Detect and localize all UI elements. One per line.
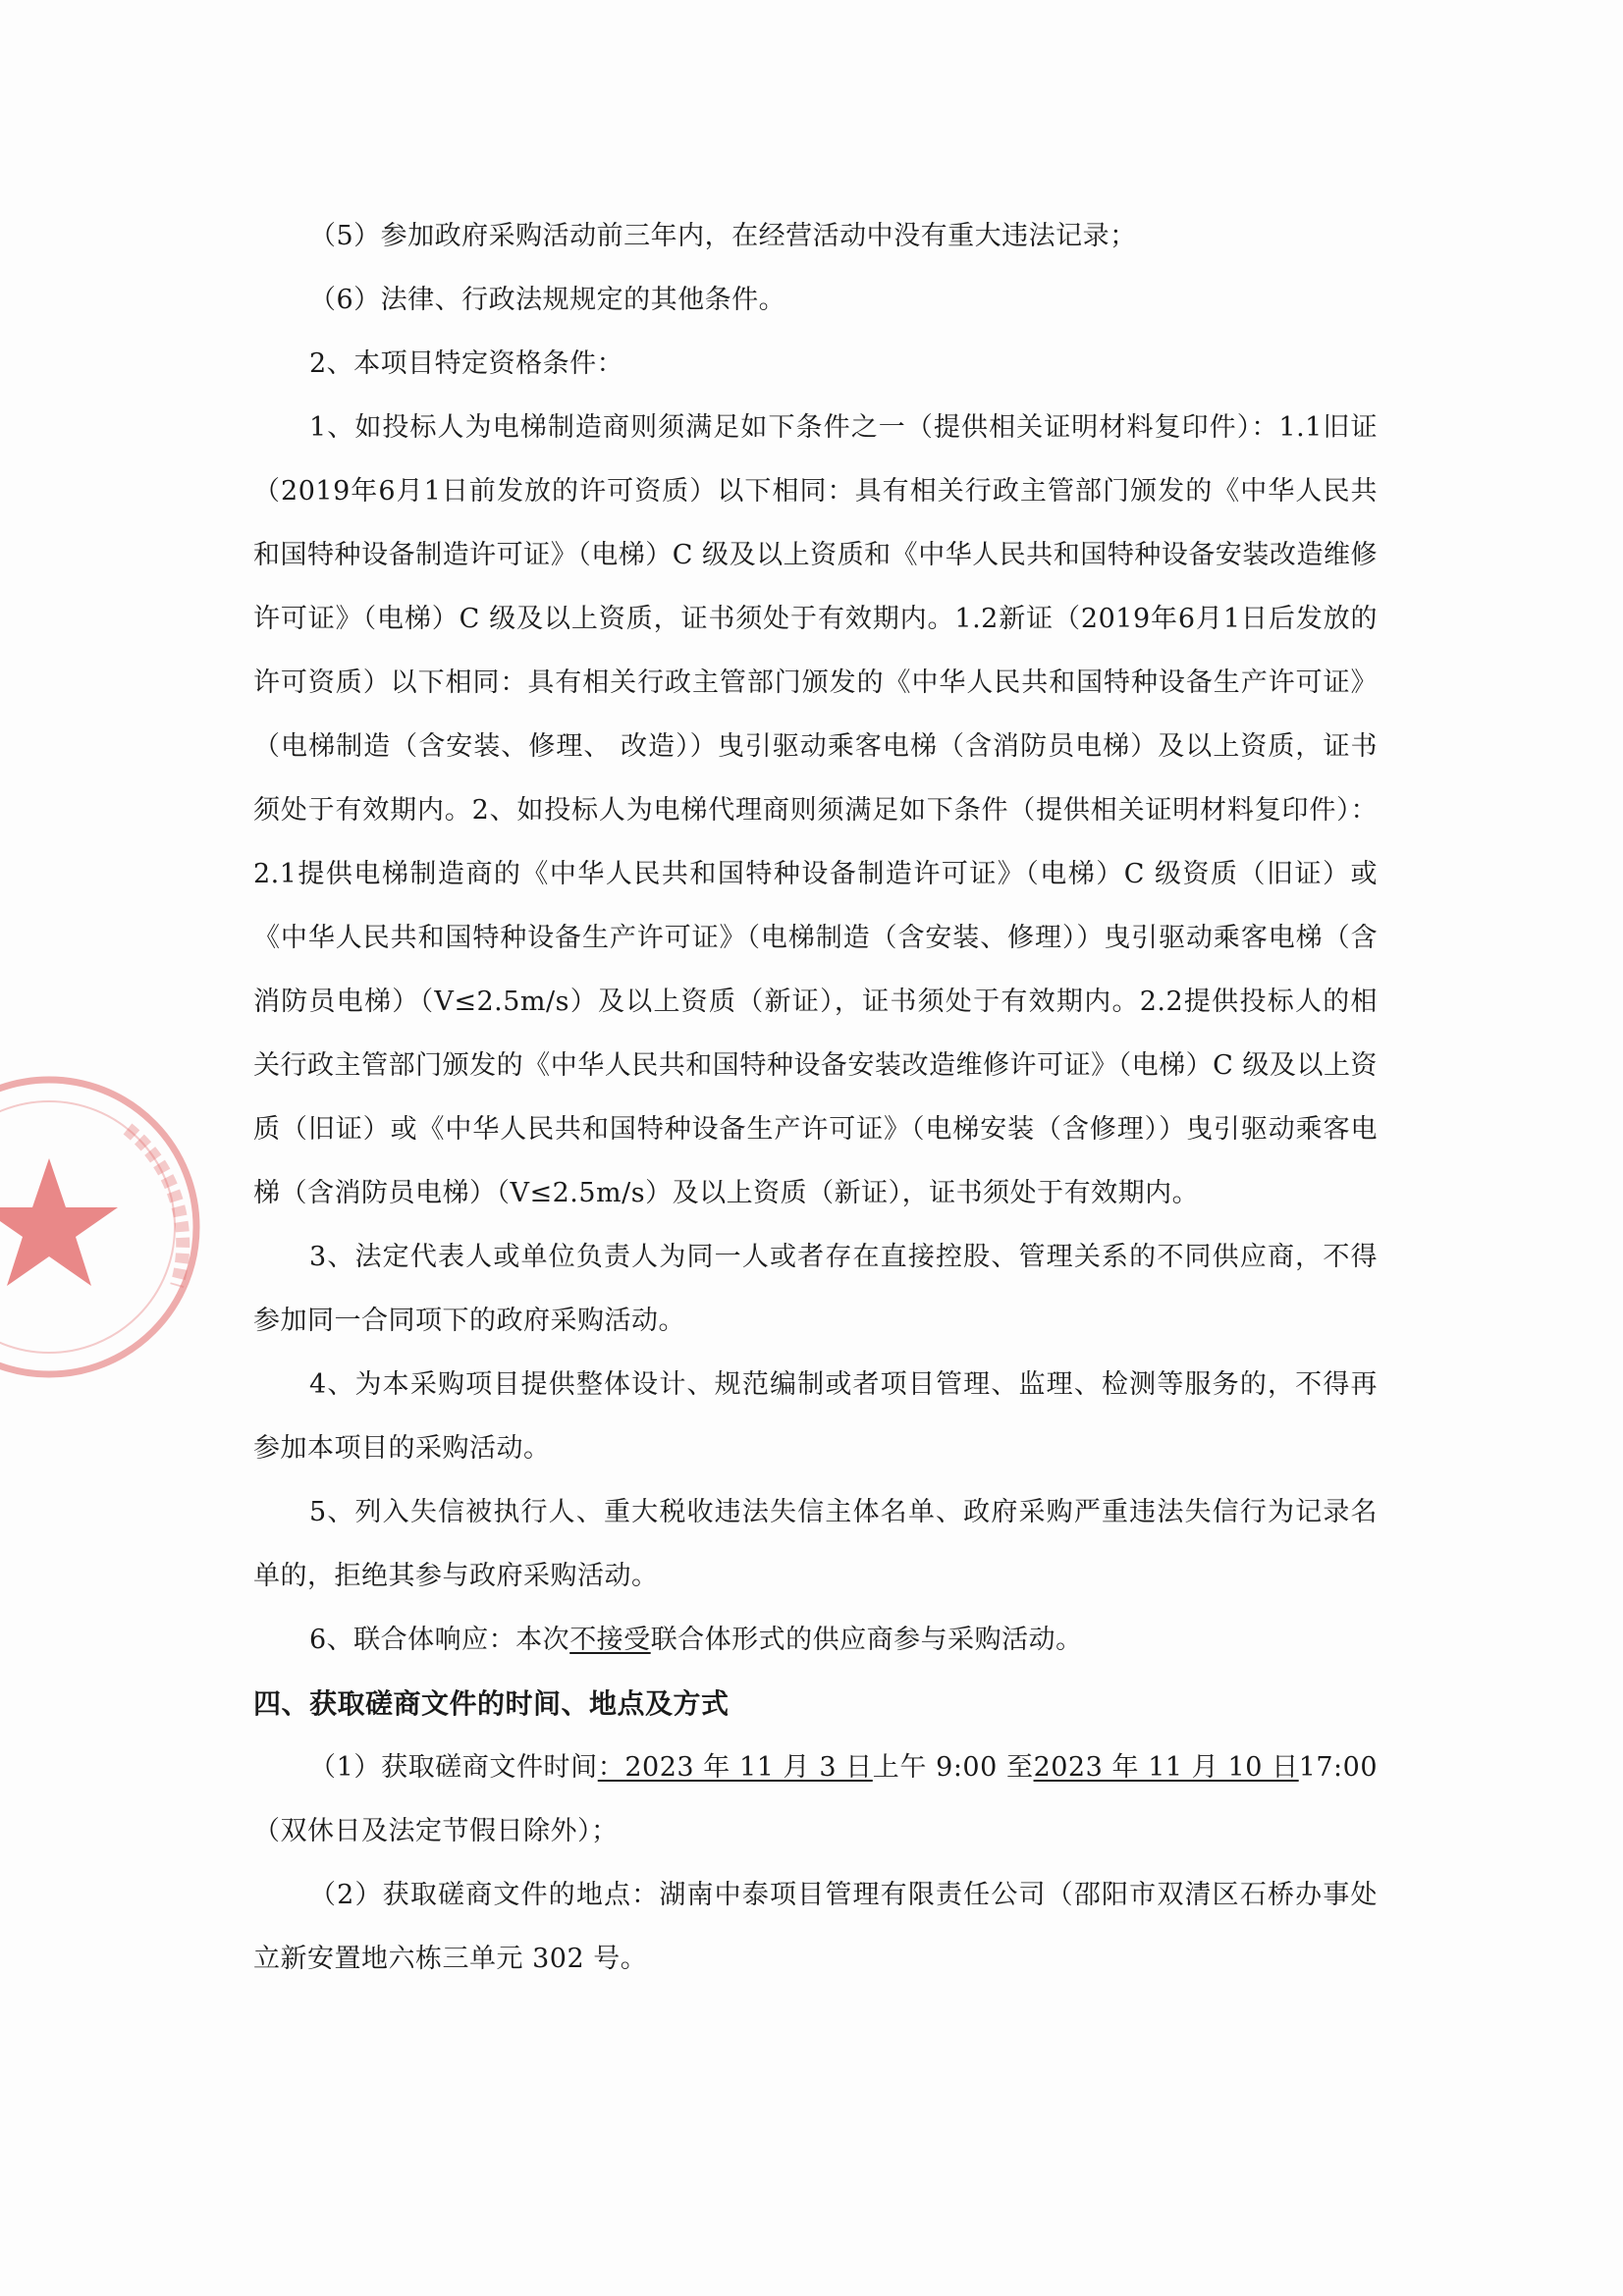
paragraph-consortium bbox=[253, 1608, 1378, 1672]
paragraph-condition-3: 3、法定代表人或单位负责人为同一人或者存在直接控股、管理关系的不同供应商，不得参加同一合同项下的政府采购活动。 bbox=[253, 1242, 1378, 1336]
obtain-time-start-date: ：2023 年 11 月 3 日 bbox=[597, 1752, 873, 1783]
obtain-time-label: （1）获取磋商文件时间 bbox=[309, 1752, 598, 1783]
obtain-time-end-hour: 17:00（双休日及法定节假日除外）； bbox=[253, 1752, 1378, 1846]
paragraph-obtain-time bbox=[253, 1735, 1378, 1863]
paragraph-condition-5: （5）参加政府采购活动前三年内，在经营活动中没有重大违法记录； bbox=[309, 221, 1137, 251]
paragraph-condition-6: （6）法律、行政法规规定的其他条件。 bbox=[309, 285, 786, 315]
paragraph-special-qualification-title: 2、本项目特定资格条件： bbox=[309, 348, 624, 379]
consortium-text-after: 联合体形式的供应商参与采购活动。 bbox=[650, 1625, 1083, 1655]
section-heading-obtain-documents: 四、获取磋商文件的时间、地点及方式 bbox=[253, 1687, 730, 1720]
paragraph-obtain-location: （2）获取磋商文件的地点：湖南中泰项目管理有限责任公司（邵阳市双清区石桥办事处立新安置地六栋三单元 302 号。 bbox=[253, 1880, 1378, 1974]
document-body bbox=[253, 204, 1378, 1991]
seal-star-icon bbox=[0, 1158, 118, 1286]
paragraph-condition-5-blacklist: 5、列入失信被执行人、重大税收违法失信主体名单、政府采购严重违法失信行为记录名单的，拒绝其参与政府采购活动。 bbox=[253, 1497, 1378, 1591]
paragraph-elevator-qualification: 1、如投标人为电梯制造商则须满足如下条件之一（提供相关证明材料复印件）：1.1旧证（2019年6月1日前发放的许可资质）以下相同：具有相关行政主管部门颁发的《中华人民共和国特种设备制造许可证》（电梯）C 级及以上资质和《中华人民共和国特种设备安装改造维修许可证》（电梯）C 级及以上资质，证书须处于有效期内。1.2新证（2019年6月1日后发放的许可资质）以下相同：具有相关行政主管部门颁发的《中华人民共和国特种设备生产许可证》（电梯制造（含安装、修理、 改造））曳引驱动乘客电梯（含消防员电梯）及以上资质，证书须处于有效期内。2、如投标人为电梯代理商则须满足如下条件（提供相关证明材料复印件）：2.1提供电梯制造商的《中华人民共和国特种设备制造许可证》（电梯）C 级资质（旧证）或《中华人民共和国特种设备生产许可证》（电梯制造（含安装、修理））曳引驱动乘客电梯（含消防员电梯）（V≤2.5m/s）及以上资质（新证），证书须处于有效期内。2.2提供投标人的相关行政主管部门颁发的《中华人民共和国特种设备安装改造维修许可证》（电梯）C 级及以上资质（旧证）或《中华人民共和国特种设备生产许可证》（电梯安装（含修理））曳引驱动乘客电梯（含消防员电梯）（V≤2.5m/s）及以上资质（新证），证书须处于有效期内。 bbox=[253, 412, 1378, 1208]
consortium-text-before: 6、联合体响应：本次 bbox=[309, 1625, 570, 1655]
paragraph-condition-4: 4、为本采购项目提供整体设计、规范编制或者项目管理、监理、检测等服务的，不得再参加本项目的采购活动。 bbox=[253, 1369, 1378, 1464]
obtain-time-start-hour: 上午 9:00 至 bbox=[872, 1752, 1034, 1783]
red-seal-stamp bbox=[0, 1060, 216, 1394]
obtain-time-end-date: 2023 年 11 月 10 日 bbox=[1033, 1752, 1299, 1783]
consortium-not-accepted: 不接受 bbox=[569, 1625, 651, 1655]
